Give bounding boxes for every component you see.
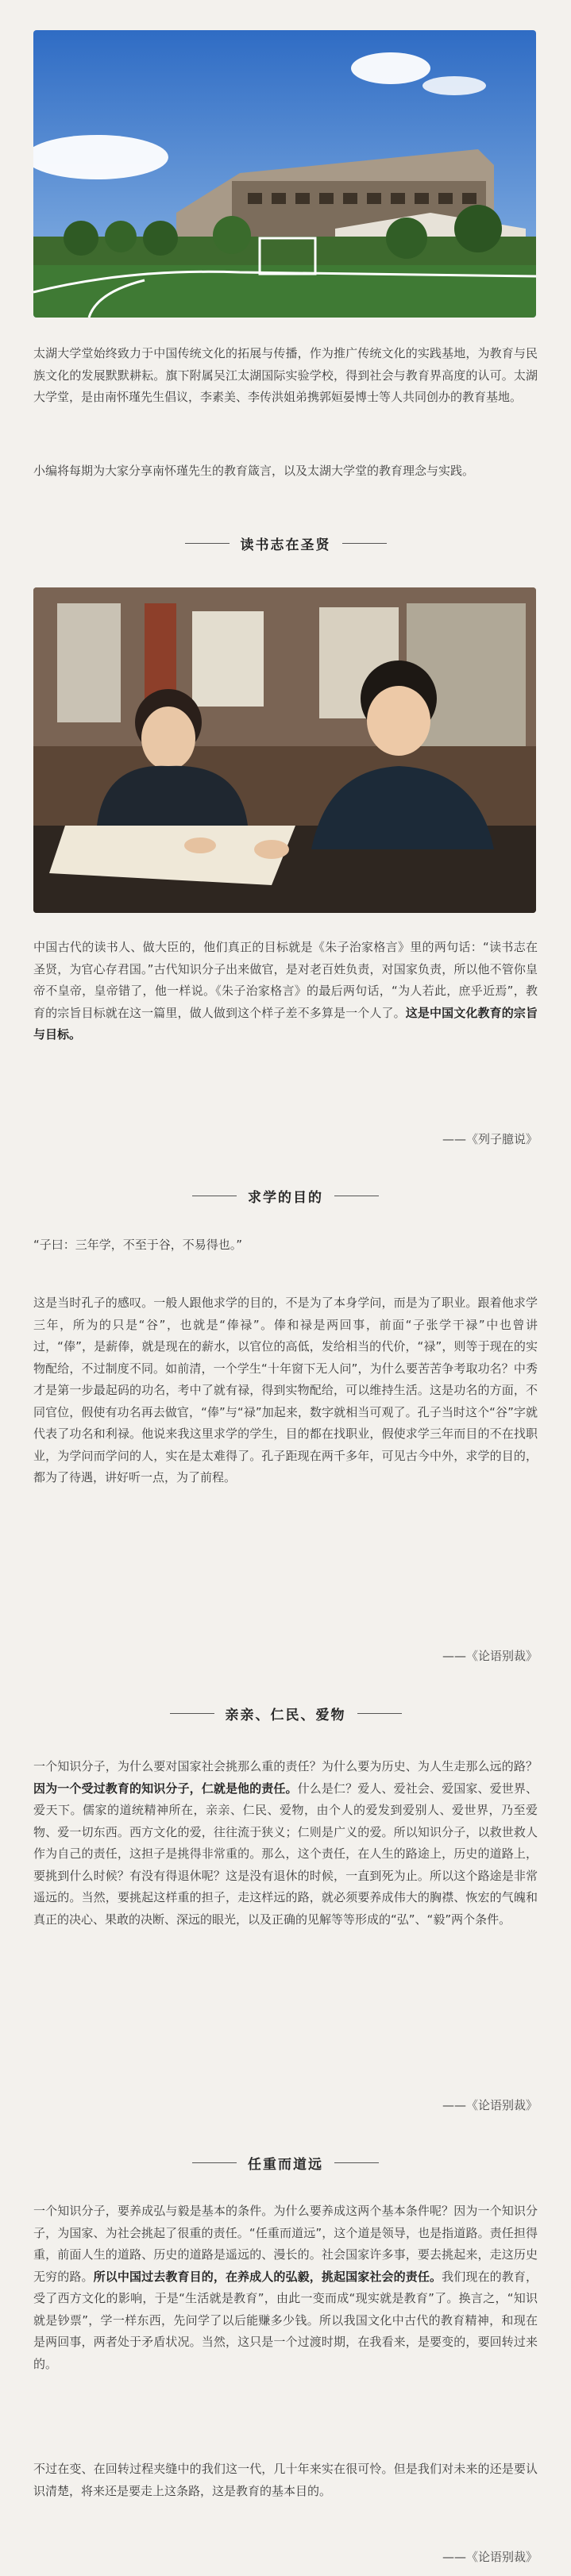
section4-bold-text: 所以中国过去教育目的，在养成人的弘毅，挑起国家社会的责任。	[93, 2269, 442, 2284]
section2-paragraph: 这是当时孔子的感叹。一般人跟他求学的目的，不是为了本身学问，而是为了职业。跟着他求学三年，所为的只是“谷”，也就是“俸禄”。俸和禄是两回事，前面“子张学干禄”中也曾讲过，“俸”，是薪俸，就是现在的薪水，以官位的高低，发给相当的代价，“禄”，则等于现在的实物配给，不过制度不同。如前清，一个学生“十年窗下无人问”，为什么要苦苦争考取功名？中秀才是第一步最起码的功名，考中了就有禄，得到实物配给，可以维持生活。这是功名的方面，不同官位，假使有功名再去做官，“俸”与“禄”加起来，数字就相当可观了。孔子当时这个“谷”字就代表了功名和利禄。他说来我这里求学的学生，目的都在找职业，假使求学三年而目的不在找职业，为学问而学问的人，实在是太难得了。孔子距现在两千多年，可见古今中外，求学的目的，都为了待遇，讲好听一点，为了前程。	[33, 1296, 538, 1484]
section4-text-a: 一个知识分子，要养成弘与毅是基本的条件。为什么要养成这两个基本条件呢？因为一个知识分子，为国家、为社会挑起了很重的责任。“任重而道远”，这个道是领导，也是指道路。责任担得重，前面人生的道路、历史的道路是遥远的、漫长的。社会国家许多事，要去挑起来，走这历史无穷的路。	[33, 2204, 538, 2284]
section1-text: 中国古代的读书人、做大臣的，他们真正的目标就是《朱子治家格言》里的两句话：“读书志在圣贤，为官心存君国。”古代知识分子出来做官，是对老百姓负责，对国家负责，所以他不管你皇帝不皇帝，皇帝错了，他一样说。《朱子治家格言》的最后两句话，“为人若此，庶乎近焉”，教育的宗旨目标就在这一篇里，做人做到这个样子差不多算是一个人了。	[33, 940, 538, 1020]
section-heading-3	[0, 1704, 571, 1723]
children-reading-photo	[33, 587, 536, 913]
section3-bold-text: 因为一个受过教育的知识分子，仁就是他的责任。	[33, 1781, 298, 1796]
section3-paragraph	[33, 1756, 538, 1931]
citation: ——《论语别裁》	[442, 2550, 538, 2564]
divider-line	[357, 1713, 402, 1714]
section4-paragraph	[33, 2201, 538, 2375]
section-heading-2	[0, 1186, 571, 1206]
campus-photo	[33, 30, 536, 318]
section-title: 亲亲、仁民、爱物	[225, 1708, 346, 1723]
divider-line	[170, 1713, 214, 1714]
divider-line	[185, 543, 230, 544]
intro-paragraph: 太湖大学堂始终致力于中国传统文化的拓展与传播，作为推广传统文化的实践基地，为教育与民族文化的发展默默耕耘。旗下附属吴江太湖国际实验学校，得到社会与教育界高度的认可。太湖大学堂，是由南怀瑾先生倡议，李素美、李传洪姐弟携郭姮晏博士等人共同创办的教育基地。	[33, 346, 538, 404]
section3-text-a: 一个知识分子，为什么要对国家社会挑那么重的责任？为什么要为历史、为人生走那么远的路？	[33, 1759, 538, 1773]
section-title: 求学的目的	[248, 1190, 323, 1206]
citation: ——《论语别裁》	[442, 1649, 538, 1663]
section-heading-1	[0, 533, 571, 553]
section1-paragraph	[33, 937, 538, 1046]
divider-line	[334, 2162, 379, 2163]
section2-quote: “子曰：三年学，不至于谷，不易得也。”	[33, 1238, 243, 1252]
section1-bold-text: 这是中国文化教育的宗旨与目标。	[33, 1005, 538, 1042]
section3-text-b: 什么是仁？爱人、爱社会、爱国家、爱世界、爱天下。儒家的道统精神所在，亲亲、仁民、爱物，由个人的爱发到爱别人、爱世界，乃至爱物、爱一切东西。西方文化的爱，往往流于狭义；仁则是广义的爱。所以知识分子，以救世救人作为自己的责任，这担子是挑得非常重的。那么，这个责任，在人生的路途上，历史的道路上，要挑到什么时候？有没有得退休呢？这是没有退休的时候，一直到死为止。所以这个路途是非常遥远的。当然，要挑起这样重的担子，走这样远的路，就必须要养成伟大的胸襟、恢宏的气魄和真正的决心、果敢的决断、深远的眼光，以及正确的见解等等形成的“弘”、“毅”两个条件。	[33, 1781, 538, 1927]
divider-line	[342, 543, 387, 544]
section4-paragraph-2: 不过在变、在回转过程夹缝中的我们这一代，几十年来实在很可怜。但是我们对未来的还是要认识清楚，将来还是要走上这条路，这是教育的基本目的。	[33, 2462, 538, 2498]
section-title: 读书志在圣贤	[240, 537, 331, 553]
section4-text-b: 我们现在的教育，受了西方文化的影响，于是“生活就是教育”，由此一变而成“现实就是教育”了。换言之，“知识就是钞票”，学一样东西，先问学了以后能赚多少钱。所以我国文化中古代的教育精神，和现在是两回事，两者处于矛盾状况。当然，这只是一个过渡时期，在我看来，是要变的，要回转过来的。	[33, 2269, 538, 2371]
citation: ——《论语别裁》	[442, 2098, 538, 2112]
intro-paragraph-2: 小编将每期为大家分享南怀瑾先生的教育箴言，以及太湖大学堂的教育理念与实践。	[33, 464, 475, 478]
section-title: 任重而道远	[248, 2157, 323, 2173]
citation: ——《列子臆说》	[442, 1132, 538, 1146]
section-heading-4	[0, 2153, 571, 2173]
divider-line	[192, 2162, 237, 2163]
